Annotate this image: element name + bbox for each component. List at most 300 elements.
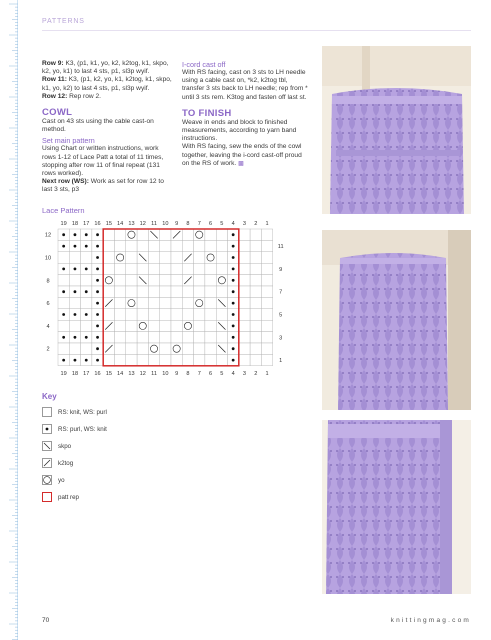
end-mark-icon: ▩ — [238, 160, 244, 167]
chart-cell — [171, 343, 182, 354]
chart-cell — [205, 275, 216, 286]
chart-cell — [239, 263, 250, 274]
chart-cell — [205, 240, 216, 251]
purl-dot — [96, 325, 99, 328]
purl-dot — [96, 279, 99, 282]
chart-cell — [194, 354, 205, 365]
col-label-top: 16 — [94, 221, 101, 227]
chart-cell — [216, 309, 227, 320]
cowl-text: Cast on 43 sts using the cable cast-on method. — [42, 118, 154, 134]
chart-cell — [137, 320, 148, 331]
purl-dot — [74, 290, 77, 293]
backslash-icon — [42, 441, 52, 451]
chart-cell — [137, 332, 148, 343]
chart-cell — [194, 343, 205, 354]
chart-cell — [239, 354, 250, 365]
col-label-bottom: 6 — [208, 370, 213, 377]
purl-dot — [232, 336, 235, 339]
chart-cell — [216, 252, 227, 263]
col-label-bottom: 15 — [105, 370, 112, 377]
purl-dot — [232, 313, 235, 316]
chart-cell — [205, 320, 216, 331]
col-label-top: 11 — [151, 221, 157, 227]
row-9: Row 9: K3, (p1, k1, yo, k2, k2tog, k1, skpo, k2, yo, k1) to last 4 sts, p1, sl3p wyif. — [42, 60, 169, 76]
purl-dot — [232, 256, 235, 259]
cowl-photo-top-image — [322, 46, 471, 214]
chart-cell — [148, 309, 159, 320]
chart-cell — [250, 332, 261, 343]
row-label-right: 9 — [279, 266, 283, 273]
chart-cell — [81, 275, 92, 286]
chart-cell — [137, 297, 148, 308]
chart-cell — [115, 286, 126, 297]
cowl-photo-bottom-image — [322, 420, 471, 594]
chart-cell — [239, 343, 250, 354]
set-pattern-text: Using Chart or written instructions, work rows 1-12 of Lace Patt a total of 11 times, stopping after row 11 of final repeat (131 rows worked). — [42, 145, 164, 178]
col-label-top: 15 — [105, 221, 112, 227]
row-11: Row 11: K3, (p1, k2, yo, k1, k2tog, k1, skpo, k1, yo, k2) to last 4 sts, p1, sl3p wyif. — [42, 76, 172, 92]
slash-icon — [42, 458, 52, 468]
chart-cell — [148, 332, 159, 343]
col-label-top: 2 — [254, 221, 258, 227]
purl-dot — [62, 268, 65, 271]
chart-cell — [239, 297, 250, 308]
chart-cell — [115, 263, 126, 274]
chart-cell — [182, 320, 193, 331]
chart-cell — [115, 275, 126, 286]
row-label-right: 3 — [279, 335, 283, 342]
chart-cell — [126, 320, 137, 331]
purl-dot — [96, 336, 99, 339]
chart-cell — [182, 343, 193, 354]
chart-cell — [115, 343, 126, 354]
purl-dot — [62, 245, 65, 248]
chart-cell — [160, 320, 171, 331]
finish-text-2: With RS facing, sew the ends of the cowl together, leaving the i-cord cast-off proud on the RS of work. ▩ — [182, 143, 302, 167]
chart-cell — [137, 286, 148, 297]
col-label-bottom: 13 — [128, 370, 135, 377]
chart-cell — [261, 343, 272, 354]
chart-cell — [171, 332, 182, 343]
chart-cell — [194, 320, 205, 331]
chart-cell — [250, 320, 261, 331]
chart-cell — [126, 332, 137, 343]
chart-cell — [171, 297, 182, 308]
col-label-top: 1 — [265, 221, 269, 227]
chart-cell — [160, 343, 171, 354]
col-label-top: 18 — [71, 221, 79, 227]
chart-cell — [137, 343, 148, 354]
icord-heading: I-cord cast off — [182, 60, 226, 69]
cowl-heading: COWL — [42, 107, 73, 119]
chart-cell — [103, 286, 114, 297]
col-label-top: 6 — [208, 221, 213, 227]
chart-cell — [69, 343, 80, 354]
purl-dot — [232, 359, 235, 362]
header-rule — [42, 30, 471, 31]
row-label-right: 11 — [277, 244, 284, 251]
chart-cell — [137, 229, 148, 240]
chart-cell — [137, 240, 148, 251]
chart-cell — [160, 332, 171, 343]
chart-cell — [148, 263, 159, 274]
chart-cell — [69, 275, 80, 286]
row-label-left: 2 — [46, 346, 50, 353]
key-label: yo — [58, 476, 65, 484]
chart-cell — [115, 252, 126, 263]
key-title: Key — [42, 392, 57, 401]
purl-dot — [96, 256, 99, 259]
purl-dot — [85, 268, 88, 271]
purl-dot — [232, 347, 235, 350]
col-label-top: 4 — [231, 221, 235, 227]
chart-cell — [216, 240, 227, 251]
purl-dot — [232, 325, 235, 328]
chart-cell — [115, 309, 126, 320]
chart-cell — [250, 252, 261, 263]
chart-cell — [69, 297, 80, 308]
chart-cell — [58, 297, 69, 308]
col-label-bottom: 18 — [71, 370, 79, 377]
side-ruler — [0, 0, 18, 640]
purl-dot — [74, 359, 77, 362]
purl-dot — [62, 313, 65, 316]
purl-dot — [232, 279, 235, 282]
chart-cell — [216, 275, 227, 286]
row-label-left: 8 — [46, 278, 50, 285]
chart-cell — [69, 252, 80, 263]
chart-cell — [103, 252, 114, 263]
purl-dot — [74, 313, 77, 316]
chart-cell — [148, 343, 159, 354]
key-item-circle — [42, 474, 222, 486]
chart-cell — [205, 263, 216, 274]
col-label-bottom: 4 — [231, 370, 235, 377]
chart-cell — [239, 240, 250, 251]
chart-title: Lace Pattern — [42, 206, 85, 215]
chart-cell — [103, 275, 114, 286]
purl-dot — [96, 302, 99, 305]
chart-cell — [171, 263, 182, 274]
chart-cell — [160, 297, 171, 308]
chart-cell — [261, 240, 272, 251]
purl-dot — [85, 233, 88, 236]
purl-dot — [96, 359, 99, 362]
finish-text: Weave in ends and block to finished measurements, according to yarn band instructions. — [182, 118, 297, 143]
chart-cell — [171, 275, 182, 286]
row-label-left: 12 — [44, 232, 52, 239]
chart-cell — [239, 320, 250, 331]
chart-cell — [205, 332, 216, 343]
row-label-right: 5 — [279, 312, 283, 319]
chart-cell — [261, 252, 272, 263]
col-label-top: 13 — [128, 221, 135, 227]
chart-cell — [205, 343, 216, 354]
chart-cell — [250, 343, 261, 354]
col-label-bottom: 17 — [83, 370, 90, 377]
key-label: RS: knit, WS: purl — [58, 408, 107, 416]
col-label-top: 8 — [186, 221, 190, 227]
chart-cell — [126, 297, 137, 308]
col-label-bottom: 11 — [151, 370, 157, 377]
purl-dot — [74, 336, 77, 339]
chart-cell — [205, 252, 216, 263]
key-item-slash — [42, 457, 222, 469]
left-column — [42, 60, 172, 195]
col-label-bottom: 2 — [254, 370, 258, 377]
chart-cell — [148, 252, 159, 263]
redbox-icon — [42, 492, 52, 502]
chart-cell — [261, 229, 272, 240]
chart-cell — [216, 286, 227, 297]
chart-cell — [182, 286, 193, 297]
chart-cell — [171, 286, 182, 297]
chart-cell — [205, 229, 216, 240]
chart-cell — [160, 252, 171, 263]
col-label-bottom: 3 — [242, 370, 247, 377]
chart-cell — [239, 332, 250, 343]
chart-cell — [216, 354, 227, 365]
chart-cell — [182, 263, 193, 274]
lace-pattern-chart — [28, 214, 288, 390]
row-label-left: 6 — [46, 301, 50, 308]
chart-cell — [261, 309, 272, 320]
chart-cell — [182, 309, 193, 320]
chart-cell — [261, 297, 272, 308]
purl-dot — [85, 359, 88, 362]
chart-cell — [239, 286, 250, 297]
purl-dot — [62, 233, 65, 236]
key-label: patt rep — [58, 493, 79, 501]
chart-cell — [103, 229, 114, 240]
chart-cell — [194, 275, 205, 286]
chart-cell — [126, 343, 137, 354]
chart-cell — [171, 320, 182, 331]
chart-cell — [250, 309, 261, 320]
circle-icon — [42, 475, 52, 485]
col-label-top: 17 — [83, 221, 90, 227]
chart-cell — [81, 320, 92, 331]
purl-dot — [96, 268, 99, 271]
col-label-top: 12 — [139, 221, 146, 227]
purl-dot — [85, 336, 88, 339]
key-label: RS: purl, WS: knit — [58, 425, 107, 433]
col-label-top: 3 — [242, 221, 247, 227]
chart-cell — [148, 275, 159, 286]
col-label-bottom: 12 — [139, 370, 146, 377]
row-12: Row 12: Rep row 2. — [42, 92, 101, 100]
chart-cell — [261, 320, 272, 331]
chart-cell — [261, 263, 272, 274]
page-number: 70 — [42, 617, 50, 624]
purl-dot — [62, 336, 65, 339]
chart-cell — [126, 229, 137, 240]
chart-cell — [205, 297, 216, 308]
chart-cell — [126, 354, 137, 365]
chart-cell — [160, 354, 171, 365]
chart-cell — [250, 240, 261, 251]
col-label-top: 10 — [162, 221, 169, 227]
purl-dot — [85, 313, 88, 316]
chart-cell — [261, 332, 272, 343]
key-item-empty — [42, 406, 222, 418]
chart-cell — [250, 354, 261, 365]
cowl-photo-middle — [322, 230, 471, 410]
chart-cell — [261, 275, 272, 286]
chart-cell — [205, 354, 216, 365]
chart-cell — [171, 354, 182, 365]
chart-cell — [148, 240, 159, 251]
cowl-photo-bottom — [322, 420, 471, 594]
purl-dot — [96, 233, 99, 236]
chart-cell — [239, 275, 250, 286]
right-column — [182, 60, 310, 168]
chart-cell — [58, 320, 69, 331]
col-label-bottom: 5 — [220, 370, 224, 377]
chart-cell — [250, 229, 261, 240]
purl-dot — [96, 347, 99, 350]
chart-cell — [126, 275, 137, 286]
chart-cell — [115, 240, 126, 251]
set-pattern-heading: Set main pattern — [42, 136, 95, 146]
chart-cell — [194, 240, 205, 251]
chart-cell — [171, 240, 182, 251]
col-label-bottom: 10 — [162, 370, 169, 377]
chart-cell — [103, 309, 114, 320]
finish-heading: TO FINISH — [182, 107, 232, 119]
key-label: k2tog — [58, 459, 74, 467]
col-label-top: 7 — [197, 221, 201, 227]
purl-dot — [232, 302, 235, 305]
chart-cell — [148, 354, 159, 365]
chart-cell — [148, 320, 159, 331]
chart-cell — [160, 309, 171, 320]
purl-dot — [62, 290, 65, 293]
col-label-bottom: 19 — [60, 370, 67, 377]
chart-cell — [103, 354, 114, 365]
chart-cell — [137, 263, 148, 274]
chart-cell — [239, 309, 250, 320]
purl-dot — [232, 245, 235, 248]
key-item-backslash — [42, 440, 222, 452]
chart-cell — [126, 240, 137, 251]
section-header: PATTERNS — [42, 18, 85, 25]
chart-cell — [182, 354, 193, 365]
chart-cell — [239, 229, 250, 240]
chart-cell — [103, 332, 114, 343]
chart-cell — [261, 354, 272, 365]
chart-cell — [81, 297, 92, 308]
chart-cell — [126, 286, 137, 297]
key-label: skpo — [58, 442, 72, 450]
chart-cell — [137, 309, 148, 320]
chart-cell — [182, 297, 193, 308]
purl-dot — [232, 233, 235, 236]
col-label-bottom: 9 — [175, 370, 179, 377]
chart-cell — [182, 240, 193, 251]
chart-cell — [58, 275, 69, 286]
purl-dot — [232, 268, 235, 271]
chart-cell — [194, 309, 205, 320]
chart-cell — [69, 320, 80, 331]
purl-dot — [62, 359, 65, 362]
col-label-top: 5 — [220, 221, 224, 227]
purl-dot — [74, 233, 77, 236]
col-label-bottom: 1 — [265, 370, 269, 377]
empty-icon — [42, 407, 52, 417]
chart-cell — [239, 252, 250, 263]
cowl-photo-top — [322, 46, 471, 214]
purl-dot — [96, 290, 99, 293]
cowl-photo-middle-image — [322, 230, 471, 410]
purl-dot — [96, 245, 99, 248]
chart-cell — [115, 229, 126, 240]
chart-cell — [194, 332, 205, 343]
chart-cell — [115, 332, 126, 343]
chart-cell — [160, 229, 171, 240]
chart-cell — [250, 275, 261, 286]
chart-cell — [103, 240, 114, 251]
col-label-top: 9 — [175, 221, 179, 227]
purl-dot — [74, 268, 77, 271]
key-item-dot — [42, 423, 222, 435]
chart-cell — [115, 354, 126, 365]
chart-cell — [261, 286, 272, 297]
chart-cell — [58, 252, 69, 263]
chart-cell — [216, 229, 227, 240]
row-label-right: 7 — [279, 289, 283, 296]
next-row: Next row (WS): Work as set for row 12 to last 3 sts, p3 — [42, 178, 164, 194]
chart-cell — [148, 297, 159, 308]
key-item-redbox — [42, 491, 222, 503]
dot-icon — [42, 424, 52, 434]
chart-cell — [160, 240, 171, 251]
purl-dot — [96, 313, 99, 316]
col-label-bottom: 14 — [117, 370, 124, 377]
chart-cell — [250, 263, 261, 274]
col-label-bottom: 8 — [186, 370, 190, 377]
purl-dot — [85, 245, 88, 248]
chart-cell — [148, 286, 159, 297]
chart-cell — [182, 332, 193, 343]
purl-dot — [74, 245, 77, 248]
chart-cell — [216, 263, 227, 274]
chart-cell — [137, 354, 148, 365]
chart-cell — [126, 252, 137, 263]
icord-text: With RS facing, cast on 3 sts to LH needle using a cable cast on, *k2, k2tog tbl, transfer 3 sts back to LH needle; rep from * until 3 sts rem. K3tog and fasten off last st. — [182, 69, 308, 101]
ruler-ticks — [0, 0, 18, 640]
chart-cell — [205, 309, 216, 320]
purl-dot — [85, 290, 88, 293]
chart-cell — [194, 286, 205, 297]
chart-cell — [171, 252, 182, 263]
row-label-left: 4 — [46, 323, 50, 330]
row-label-left: 10 — [44, 255, 52, 262]
chart-cell — [160, 263, 171, 274]
chart-cell — [126, 263, 137, 274]
chart-cell — [250, 286, 261, 297]
chart-cell — [182, 229, 193, 240]
chart-cell — [250, 297, 261, 308]
chart-cell — [58, 343, 69, 354]
chart-cell — [205, 286, 216, 297]
chart-cell — [81, 343, 92, 354]
chart-cell — [194, 297, 205, 308]
chart-cell — [194, 263, 205, 274]
chart-cell — [81, 252, 92, 263]
chart-cell — [115, 320, 126, 331]
chart-cell — [115, 297, 126, 308]
